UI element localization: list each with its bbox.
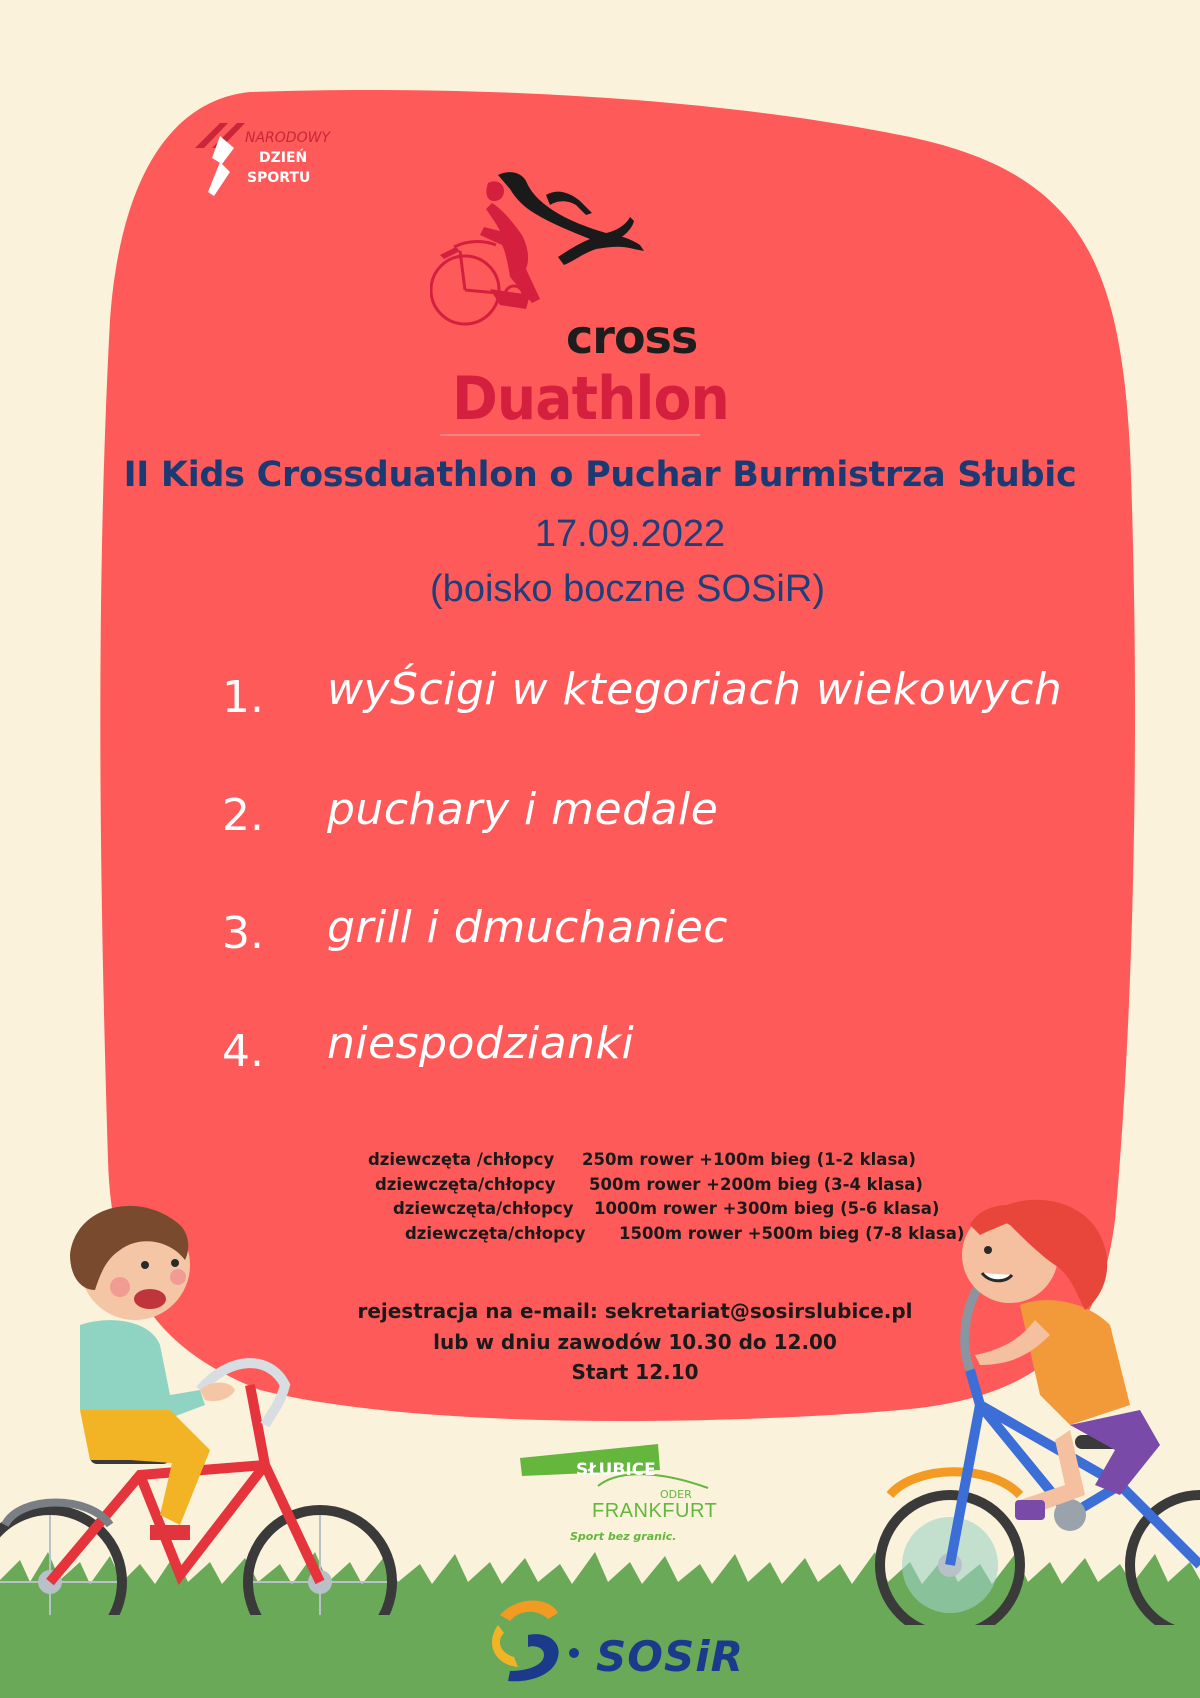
logo-word-duathlon: Duathlon: [452, 364, 729, 434]
category-distance: 250m rower +100m bieg (1-2 klasa): [582, 1150, 916, 1169]
highlight-text: wyŚcigi w ktegoriach wiekowych: [327, 664, 1063, 715]
category-distance: 1500m rower +500m bieg (7-8 klasa): [619, 1223, 965, 1243]
category-distance: 1000m rower +300m bieg (5-6 klasa): [594, 1199, 940, 1218]
category-group: dziewczęta/chłopcy: [375, 1174, 556, 1194]
partner-slogan: Sport bez granic.: [570, 1530, 677, 1543]
event-title: II Kids Crossduathlon o Puchar Burmistrza Słubic: [123, 455, 1077, 495]
badge-line1: NARODOWY: [245, 130, 330, 146]
category-group: dziewczęta/chłopcy: [405, 1223, 586, 1243]
event-date: 17.09.2022: [534, 513, 726, 555]
logo-word-cross: cross: [566, 310, 698, 364]
category-distance: 500m rower +200m bieg (3-4 klasa): [589, 1174, 923, 1194]
narodowy-dzien-sportu-text: [245, 128, 330, 188]
organizer-name: SOSiR: [596, 1632, 744, 1681]
boy-on-bike-illustration-icon: [0, 1195, 420, 1615]
highlight-text: puchary i medale: [327, 784, 719, 835]
badge-line3: SPORTU: [247, 170, 311, 186]
registration-onsite-line: lub w dniu zawodów 10.30 do 12.00: [433, 1329, 837, 1354]
highlight-text: grill i dmuchaniec: [327, 902, 728, 953]
start-time-line: Start 12.10: [571, 1360, 699, 1384]
highlight-text: niespodzianki: [327, 1018, 635, 1069]
event-venue: (boisko boczne SOSiR): [430, 568, 825, 610]
category-group: dziewczęta/chłopcy: [393, 1199, 574, 1218]
partner-name-oder: ODER: [660, 1488, 692, 1501]
girl-on-bike-illustration-icon: [870, 1195, 1200, 1625]
badge-line2: DZIEŃ: [259, 150, 308, 166]
highlight-number: 2.: [222, 790, 264, 841]
highlight-number: 4.: [222, 1026, 264, 1077]
partner-name-frankfurt: FRANKFURT: [592, 1500, 718, 1522]
sosir-swirl-logo-icon: [478, 1595, 588, 1695]
registration-email-line: rejestracja na e-mail: sekretariat@sosirslubice.pl: [357, 1299, 913, 1323]
highlight-number: 1.: [222, 672, 264, 723]
highlight-number: 3.: [222, 908, 264, 959]
partner-name-slubice: SŁUBICE: [576, 1460, 656, 1480]
logo-divider: [440, 434, 700, 436]
category-group: dziewczęta /chłopcy: [368, 1150, 555, 1169]
